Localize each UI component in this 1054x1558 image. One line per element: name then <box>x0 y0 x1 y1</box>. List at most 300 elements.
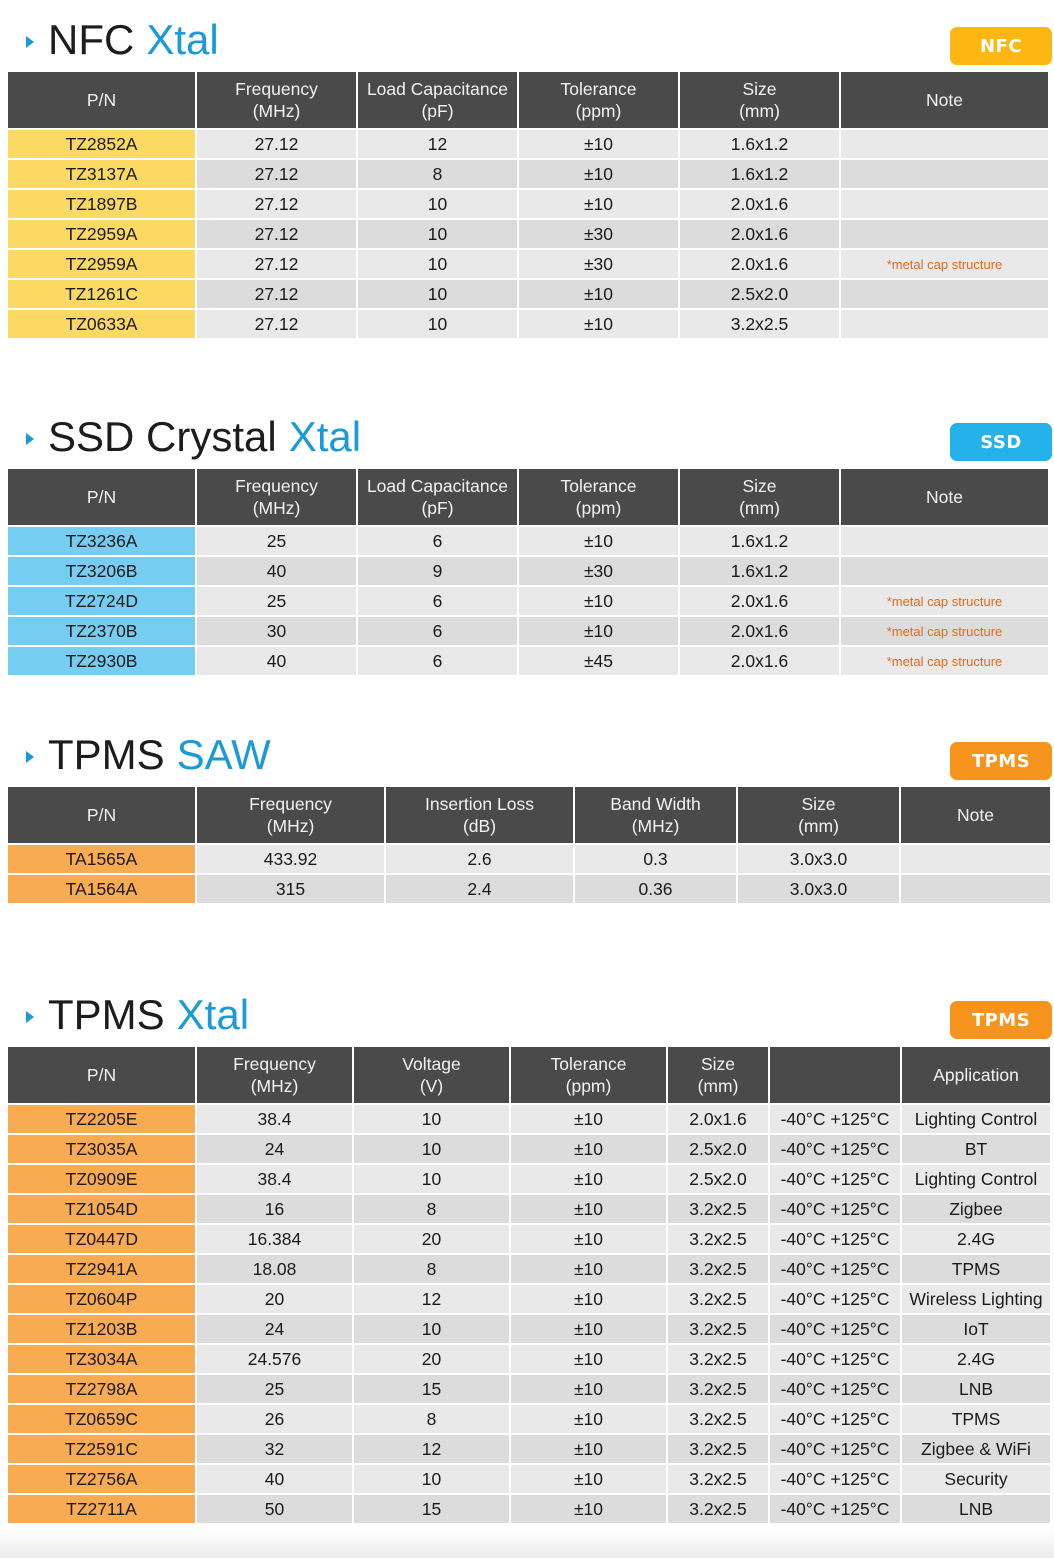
column-header <box>575 787 736 845</box>
table-cell: -40°C +125°C <box>770 1315 900 1345</box>
column-header-text: (MHz) <box>631 816 680 836</box>
table-row <box>8 250 1048 280</box>
table-cell: 40 <box>197 557 356 587</box>
table-cell: ±10 <box>519 160 678 190</box>
table-row <box>8 1165 1050 1195</box>
note-cell <box>841 527 1048 557</box>
table-cell: -40°C +125°C <box>770 1495 900 1525</box>
table-cell: ±10 <box>519 130 678 160</box>
ssd-title <box>26 413 361 461</box>
table-cell: -40°C +125°C <box>770 1405 900 1435</box>
column-header-text: (mm) <box>739 101 780 121</box>
tpms-saw-table <box>6 787 1052 905</box>
table-cell: ±10 <box>511 1105 666 1135</box>
column-header-text: Voltage <box>402 1054 461 1074</box>
part-number-cell: TZ1897B <box>8 190 195 220</box>
table-cell: 27.12 <box>197 190 356 220</box>
table-cell: LNB <box>902 1375 1050 1405</box>
column-header-text: Tolerance <box>560 476 637 496</box>
tpms-saw-title <box>26 731 271 779</box>
column-header-text: (mm) <box>739 498 780 518</box>
table-cell: 6 <box>358 617 517 647</box>
table-row <box>8 1375 1050 1405</box>
table-cell: ±30 <box>519 220 678 250</box>
table-cell: ±30 <box>519 557 678 587</box>
table-cell: 2.5x2.0 <box>680 280 839 310</box>
table-cell: 2.5x2.0 <box>668 1135 768 1165</box>
part-number-cell: TZ0604P <box>8 1285 195 1315</box>
column-header-text: (mm) <box>697 1076 739 1096</box>
table-cell: 20 <box>354 1225 509 1255</box>
table-cell: -40°C +125°C <box>770 1285 900 1315</box>
table-cell: ±10 <box>511 1255 666 1285</box>
part-number-cell: TZ2930B <box>8 647 195 677</box>
column-header <box>668 1047 768 1105</box>
ssd-title-accent: Xtal <box>288 413 362 460</box>
column-header-text: (pF) <box>421 498 454 518</box>
table-cell: 24 <box>197 1315 352 1345</box>
table-cell: ±10 <box>511 1435 666 1465</box>
column-header-text: Frequency <box>235 79 318 99</box>
table-row <box>8 310 1048 340</box>
table-cell: 3.2x2.5 <box>680 310 839 340</box>
part-number-cell: TZ2959A <box>8 220 195 250</box>
table-cell: 3.2x2.5 <box>668 1285 768 1315</box>
table-cell: 0.3 <box>575 845 736 875</box>
part-number-cell: TZ2724D <box>8 587 195 617</box>
part-number-cell: TA1564A <box>8 875 195 905</box>
header-row <box>8 469 1048 527</box>
part-number-cell: TZ1054D <box>8 1195 195 1225</box>
column-header <box>8 72 195 130</box>
table-row <box>8 1465 1050 1495</box>
table-row <box>8 190 1048 220</box>
note-cell: *metal cap structure <box>841 647 1048 677</box>
table-cell: 3.2x2.5 <box>668 1375 768 1405</box>
table-cell: 10 <box>354 1315 509 1345</box>
column-header-text: Size <box>801 794 836 814</box>
column-header-text: (MHz) <box>266 816 315 836</box>
table-cell: 3.2x2.5 <box>668 1465 768 1495</box>
tpms-xtal-title-accent: Xtal <box>176 991 250 1038</box>
part-number-cell: TZ3035A <box>8 1135 195 1165</box>
header-row <box>8 72 1048 130</box>
table-cell: ±45 <box>519 647 678 677</box>
part-number-cell: TZ0909E <box>8 1165 195 1195</box>
column-header <box>511 1047 666 1105</box>
table-cell: 12 <box>354 1435 509 1465</box>
table-cell: 12 <box>354 1285 509 1315</box>
part-number-cell: TZ2756A <box>8 1465 195 1495</box>
table-row <box>8 1255 1050 1285</box>
table-row <box>8 1345 1050 1375</box>
table-cell: ±10 <box>511 1165 666 1195</box>
column-header-text: Insertion Loss <box>425 794 534 814</box>
note-cell <box>901 845 1050 875</box>
table-cell: 1.6x1.2 <box>680 160 839 190</box>
column-header-text: Tolerance <box>550 1054 627 1074</box>
part-number-cell: TZ2798A <box>8 1375 195 1405</box>
column-header <box>770 1047 900 1105</box>
table-cell: 25 <box>197 527 356 557</box>
table-cell: 25 <box>197 587 356 617</box>
table-cell: 2.0x1.6 <box>668 1105 768 1135</box>
note-cell <box>841 557 1048 587</box>
note-cell <box>841 160 1048 190</box>
table-row <box>8 1105 1050 1135</box>
column-header <box>738 787 899 845</box>
table-cell: 20 <box>197 1285 352 1315</box>
column-header-text: (MHz) <box>252 101 301 121</box>
table-cell: 12 <box>358 130 517 160</box>
table-cell: 2.0x1.6 <box>680 250 839 280</box>
table-row <box>8 160 1048 190</box>
table-cell: 6 <box>358 587 517 617</box>
table-cell: 18.08 <box>197 1255 352 1285</box>
table-cell: 24.576 <box>197 1345 352 1375</box>
table-row <box>8 1285 1050 1315</box>
table-cell: 32 <box>197 1435 352 1465</box>
tpms-saw-title-main: TPMS <box>48 731 165 778</box>
table-cell: 38.4 <box>197 1105 352 1135</box>
table-cell: 433.92 <box>197 845 384 875</box>
triangle-arrow-icon <box>26 433 34 445</box>
column-header <box>197 72 356 130</box>
table-cell: ±10 <box>511 1495 666 1525</box>
table-cell: 10 <box>354 1165 509 1195</box>
table-cell: 2.0x1.6 <box>680 617 839 647</box>
table-cell: -40°C +125°C <box>770 1105 900 1135</box>
table-cell: 3.0x3.0 <box>738 845 899 875</box>
table-cell: 27.12 <box>197 310 356 340</box>
part-number-cell: TZ2370B <box>8 617 195 647</box>
table-cell: 3.2x2.5 <box>668 1315 768 1345</box>
table-cell: 40 <box>197 647 356 677</box>
table-cell: ±10 <box>511 1225 666 1255</box>
table-cell: ±10 <box>511 1315 666 1345</box>
table-cell: -40°C +125°C <box>770 1255 900 1285</box>
column-header-text: (ppm) <box>575 101 622 121</box>
table-cell: 3.2x2.5 <box>668 1225 768 1255</box>
column-header-text: P/N <box>86 1065 117 1085</box>
table-cell: 2.5x2.0 <box>668 1165 768 1195</box>
tpms-xtal-badge: TPMS <box>950 1001 1052 1039</box>
table-cell: 24 <box>197 1135 352 1165</box>
table-cell: ±10 <box>511 1195 666 1225</box>
table-cell: Zigbee & WiFi <box>902 1435 1050 1465</box>
table-row <box>8 1495 1050 1525</box>
table-cell: -40°C +125°C <box>770 1225 900 1255</box>
part-number-cell: TZ2852A <box>8 130 195 160</box>
part-number-cell: TZ1261C <box>8 280 195 310</box>
column-header-text: Frequency <box>233 1054 316 1074</box>
column-header <box>197 1047 352 1105</box>
table-cell: 3.2x2.5 <box>668 1405 768 1435</box>
table-cell: 8 <box>354 1255 509 1285</box>
column-header-text: Note <box>957 805 994 825</box>
table-cell: 10 <box>354 1105 509 1135</box>
column-header-text: Frequency <box>249 794 332 814</box>
part-number-cell: TZ3206B <box>8 557 195 587</box>
table-cell: 30 <box>197 617 356 647</box>
nfc-title-accent: Xtal <box>146 16 219 63</box>
table-cell: 15 <box>354 1495 509 1525</box>
table-cell: 2.4G <box>902 1225 1050 1255</box>
column-header <box>680 72 839 130</box>
note-cell: *metal cap structure <box>841 587 1048 617</box>
table-cell: 2.0x1.6 <box>680 587 839 617</box>
tpms-saw-badge: TPMS <box>950 742 1052 780</box>
table-row <box>8 845 1050 875</box>
table-cell: 27.12 <box>197 280 356 310</box>
note-cell <box>841 130 1048 160</box>
part-number-cell: TZ3236A <box>8 527 195 557</box>
column-header-text: Note <box>926 487 963 507</box>
table-cell: 3.2x2.5 <box>668 1435 768 1465</box>
table-cell: 10 <box>354 1465 509 1495</box>
table-cell: 8 <box>354 1195 509 1225</box>
table-cell: 10 <box>358 190 517 220</box>
column-header-text: (dB) <box>462 816 497 836</box>
column-header-text: Size <box>742 79 777 99</box>
table-cell: 27.12 <box>197 130 356 160</box>
table-row <box>8 1135 1050 1165</box>
note-cell: *metal cap structure <box>841 617 1048 647</box>
table-cell: 3.2x2.5 <box>668 1495 768 1525</box>
table-cell: 0.36 <box>575 875 736 905</box>
column-header <box>197 787 384 845</box>
table-cell: 16 <box>197 1195 352 1225</box>
triangle-arrow-icon <box>26 1011 34 1023</box>
table-cell: Security <box>902 1465 1050 1495</box>
table-cell: 6 <box>358 647 517 677</box>
table-row <box>8 220 1048 250</box>
table-cell: ±30 <box>519 250 678 280</box>
table-cell: -40°C +125°C <box>770 1195 900 1225</box>
note-cell <box>901 875 1050 905</box>
table-cell: ±10 <box>511 1405 666 1435</box>
table-row <box>8 1225 1050 1255</box>
part-number-cell: TZ0633A <box>8 310 195 340</box>
table-row <box>8 280 1048 310</box>
column-header-text: Size <box>700 1054 736 1074</box>
table-cell: 1.6x1.2 <box>680 527 839 557</box>
column-header-text: (ppm) <box>565 1076 612 1096</box>
table-cell: ±10 <box>519 280 678 310</box>
column-header-text: Tolerance <box>560 79 637 99</box>
note-cell: *metal cap structure <box>841 250 1048 280</box>
column-header <box>358 72 517 130</box>
table-cell: 2.0x1.6 <box>680 190 839 220</box>
table-cell: Wireless Lighting <box>902 1285 1050 1315</box>
table-row <box>8 1195 1050 1225</box>
table-cell: -40°C +125°C <box>770 1375 900 1405</box>
table-row <box>8 647 1048 677</box>
column-header <box>680 469 839 527</box>
part-number-cell: TZ2591C <box>8 1435 195 1465</box>
table-row <box>8 587 1048 617</box>
table-row <box>8 875 1050 905</box>
table-cell: ±10 <box>519 527 678 557</box>
column-header-text: Application <box>933 1065 1019 1085</box>
table-cell: IoT <box>902 1315 1050 1345</box>
nfc-title <box>26 16 219 64</box>
table-cell: 25 <box>197 1375 352 1405</box>
column-header-text: (MHz) <box>252 498 301 518</box>
table-cell: -40°C +125°C <box>770 1345 900 1375</box>
table-cell: -40°C +125°C <box>770 1135 900 1165</box>
table-cell: TPMS <box>902 1255 1050 1285</box>
column-header <box>8 787 195 845</box>
nfc-title-main: NFC <box>48 16 135 63</box>
table-cell: LNB <box>902 1495 1050 1525</box>
table-cell: 10 <box>358 280 517 310</box>
column-header-text: P/N <box>86 487 117 507</box>
column-header-text: (MHz) <box>250 1076 299 1096</box>
column-header <box>354 1047 509 1105</box>
column-header <box>901 787 1050 845</box>
header-row <box>8 1047 1050 1105</box>
column-header-text: (pF) <box>421 101 454 121</box>
table-cell: 2.4 <box>386 875 573 905</box>
header-row <box>8 787 1050 845</box>
column-header <box>841 72 1048 130</box>
note-cell <box>841 190 1048 220</box>
table-cell: -40°C +125°C <box>770 1465 900 1495</box>
nfc-badge: NFC <box>950 27 1052 65</box>
column-header <box>8 1047 195 1105</box>
part-number-cell: TZ1203B <box>8 1315 195 1345</box>
table-cell: Lighting Control <box>902 1105 1050 1135</box>
column-header-text: Size <box>742 476 777 496</box>
column-header <box>197 469 356 527</box>
table-cell: ±10 <box>519 587 678 617</box>
table-cell: 2.0x1.6 <box>680 647 839 677</box>
table-cell: 3.0x3.0 <box>738 875 899 905</box>
table-cell: 10 <box>358 310 517 340</box>
table-cell: ±10 <box>511 1135 666 1165</box>
part-number-cell: TZ0447D <box>8 1225 195 1255</box>
column-header <box>841 469 1048 527</box>
table-cell: ±10 <box>511 1345 666 1375</box>
table-cell: ±10 <box>519 190 678 220</box>
table-cell: -40°C +125°C <box>770 1165 900 1195</box>
ssd-badge: SSD <box>950 423 1052 461</box>
table-row <box>8 130 1048 160</box>
table-row <box>8 1435 1050 1465</box>
column-header <box>386 787 573 845</box>
note-cell <box>841 310 1048 340</box>
table-cell: ±10 <box>511 1375 666 1405</box>
column-header-text: (mm) <box>798 816 839 836</box>
table-cell: 10 <box>358 220 517 250</box>
table-cell: ±10 <box>511 1285 666 1315</box>
part-number-cell: TZ0659C <box>8 1405 195 1435</box>
part-number-cell: TZ3034A <box>8 1345 195 1375</box>
table-cell: 38.4 <box>197 1165 352 1195</box>
table-cell: 10 <box>354 1135 509 1165</box>
column-header-text: Load Capacitance <box>366 476 509 496</box>
table-cell: 6 <box>358 527 517 557</box>
table-cell: 2.0x1.6 <box>680 220 839 250</box>
column-header <box>519 469 678 527</box>
table-row <box>8 557 1048 587</box>
table-cell: 2.6 <box>386 845 573 875</box>
column-header-text: Load Capacitance <box>366 79 509 99</box>
part-number-cell: TZ3137A <box>8 160 195 190</box>
table-cell: 1.6x1.2 <box>680 557 839 587</box>
column-header <box>8 469 195 527</box>
triangle-arrow-icon <box>26 36 34 48</box>
table-cell: 26 <box>197 1405 352 1435</box>
table-cell: 3.2x2.5 <box>668 1345 768 1375</box>
part-number-cell: TZ2711A <box>8 1495 195 1525</box>
column-header-text: Band Width <box>610 794 701 814</box>
part-number-cell: TZ2959A <box>8 250 195 280</box>
tpms-saw-title-accent: SAW <box>176 731 271 778</box>
triangle-arrow-icon <box>26 751 34 763</box>
table-cell: 3.2x2.5 <box>668 1195 768 1225</box>
table-cell: 10 <box>358 250 517 280</box>
table-row <box>8 527 1048 557</box>
note-cell <box>841 280 1048 310</box>
column-header-text: Frequency <box>235 476 318 496</box>
table-cell: 315 <box>197 875 384 905</box>
table-cell: Zigbee <box>902 1195 1050 1225</box>
column-header-text: (ppm) <box>575 498 622 518</box>
ssd-table <box>6 469 1050 677</box>
table-cell: 1.6x1.2 <box>680 130 839 160</box>
table-cell: -40°C +125°C <box>770 1435 900 1465</box>
column-header-text: P/N <box>86 805 117 825</box>
table-row <box>8 1405 1050 1435</box>
column-header-text: Note <box>926 90 963 110</box>
nfc-table <box>6 72 1050 340</box>
table-cell: 20 <box>354 1345 509 1375</box>
table-cell: 27.12 <box>197 220 356 250</box>
table-cell: ±10 <box>519 310 678 340</box>
table-cell: 40 <box>197 1465 352 1495</box>
table-cell: 15 <box>354 1375 509 1405</box>
table-cell: 3.2x2.5 <box>668 1255 768 1285</box>
table-row <box>8 617 1048 647</box>
table-cell: 8 <box>358 160 517 190</box>
table-cell: 50 <box>197 1495 352 1525</box>
tpms-xtal-title-main: TPMS <box>48 991 165 1038</box>
table-cell: 27.12 <box>197 160 356 190</box>
part-number-cell: TZ2205E <box>8 1105 195 1135</box>
note-cell <box>841 220 1048 250</box>
column-header-text: (V) <box>419 1076 444 1096</box>
table-row <box>8 1315 1050 1345</box>
part-number-cell: TA1565A <box>8 845 195 875</box>
table-cell: 27.12 <box>197 250 356 280</box>
table-cell: TPMS <box>902 1405 1050 1435</box>
page-bottom-fade <box>0 1530 1054 1558</box>
table-cell: BT <box>902 1135 1050 1165</box>
table-cell: ±10 <box>511 1465 666 1495</box>
tpms-xtal-title <box>26 991 249 1039</box>
table-cell: 9 <box>358 557 517 587</box>
tpms-xtal-table <box>6 1047 1052 1525</box>
column-header-text: P/N <box>86 90 117 110</box>
table-cell: 16.384 <box>197 1225 352 1255</box>
part-number-cell: TZ2941A <box>8 1255 195 1285</box>
table-cell: Lighting Control <box>902 1165 1050 1195</box>
column-header <box>519 72 678 130</box>
column-header <box>902 1047 1050 1105</box>
column-header <box>358 469 517 527</box>
